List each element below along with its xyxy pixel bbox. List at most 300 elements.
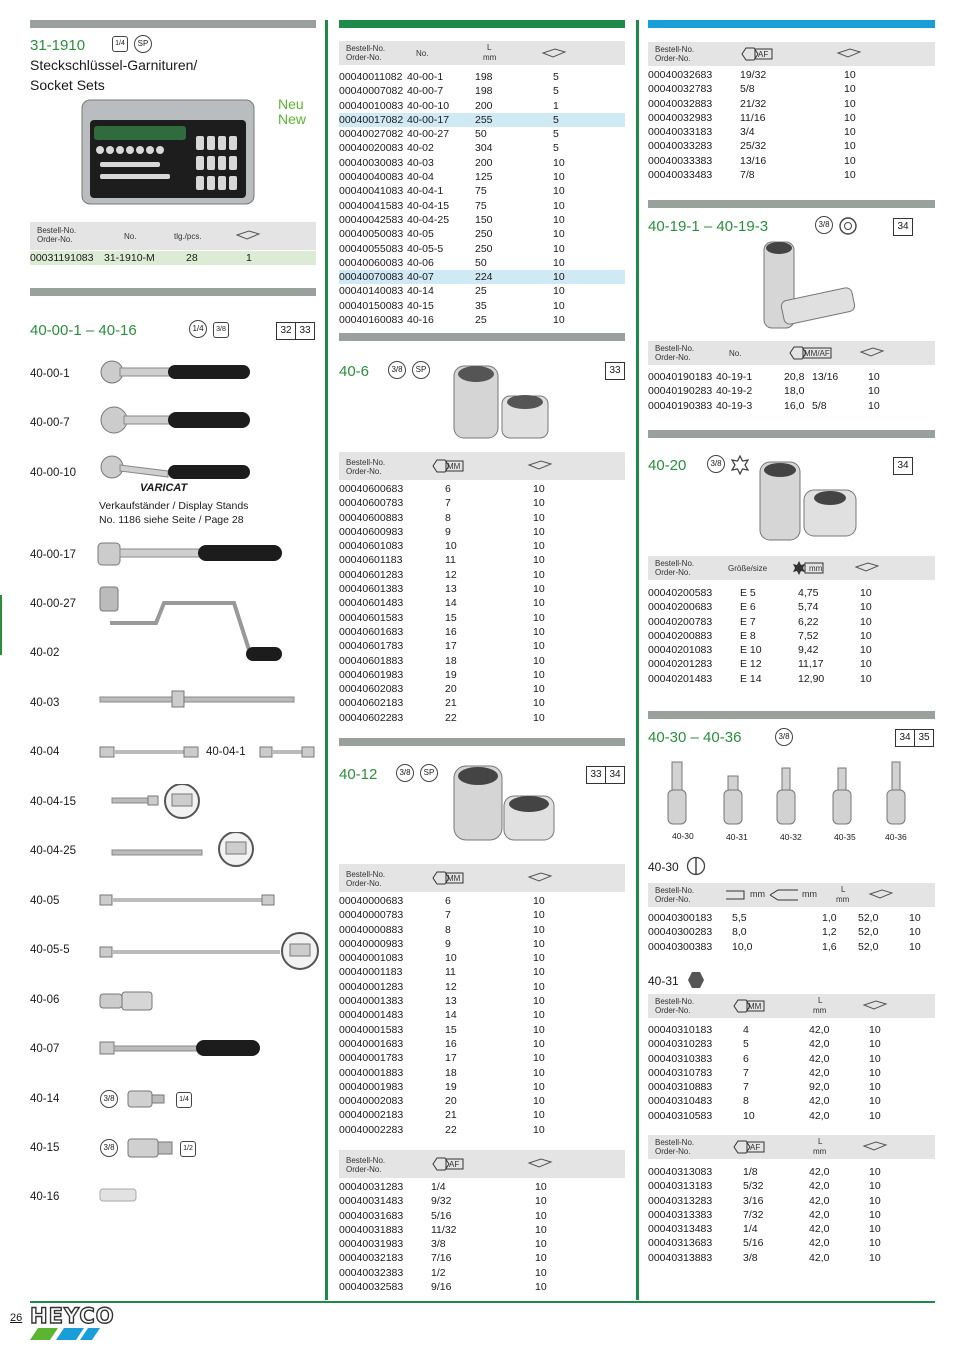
order-en: Order-No. bbox=[346, 53, 382, 62]
table-row bbox=[648, 111, 935, 125]
table-cell: 00040033383 bbox=[648, 154, 713, 167]
table-cell: 00040313883 bbox=[648, 1251, 713, 1264]
table-cell: 18 bbox=[445, 654, 457, 667]
table-cell: 00040031283 bbox=[339, 1181, 404, 1193]
table-cell: 25 bbox=[475, 314, 487, 327]
table-cell: 10 bbox=[860, 601, 872, 614]
tool-label-40-00-17: 40-00-17 bbox=[30, 549, 77, 561]
table-cell: 00040600783 bbox=[339, 497, 404, 510]
table-cell: 00040027082 bbox=[339, 128, 404, 141]
adapter-40-15-image bbox=[126, 1136, 176, 1160]
bit-label-40-36: 40-36 bbox=[885, 832, 907, 842]
table-cell: 10 bbox=[553, 256, 565, 269]
table-cell: 18 bbox=[445, 1066, 457, 1079]
table-cell: 00040300383 bbox=[648, 940, 713, 953]
table-row bbox=[339, 951, 625, 965]
table-row bbox=[339, 923, 625, 937]
table-cell: 3/16 bbox=[743, 1194, 764, 1207]
table-cell: 10 bbox=[553, 285, 565, 298]
table-40-20 bbox=[648, 586, 935, 686]
table-cell: 00040001183 bbox=[339, 966, 403, 979]
table-row bbox=[648, 125, 935, 139]
column-divider-left bbox=[325, 20, 328, 1300]
tool-label-40-05-5: 40-05-5 bbox=[30, 944, 70, 956]
table-cell: 75 bbox=[475, 199, 487, 212]
table-row bbox=[339, 894, 625, 908]
spinner-40-07-image bbox=[98, 1036, 264, 1060]
badge-40-12: 3/8 bbox=[396, 764, 414, 782]
l-header: L bbox=[487, 43, 492, 52]
table-cell: 10 bbox=[533, 937, 545, 950]
table-row bbox=[648, 399, 935, 413]
table-cell: 10 bbox=[535, 1223, 547, 1236]
table-header-40-12-af bbox=[339, 1150, 625, 1178]
page-ref-32[interactable]: 32 bbox=[276, 322, 296, 340]
table-cell: 00040042583 bbox=[339, 213, 404, 226]
table-cell: 00040160083 bbox=[339, 314, 404, 327]
table-row bbox=[339, 639, 625, 653]
table-cell: 21 bbox=[445, 1109, 457, 1122]
table-cell: 10 bbox=[533, 1080, 545, 1093]
table-cell: 5,5 bbox=[732, 912, 747, 924]
af-header: AF bbox=[750, 1143, 761, 1152]
section-bar-406 bbox=[339, 333, 625, 341]
table-cell: 10 bbox=[844, 140, 856, 153]
table-cell: 42,0 bbox=[809, 1223, 830, 1236]
table-cell: 10 bbox=[553, 171, 565, 184]
table-cell: 224 bbox=[475, 270, 553, 284]
table-cell: 10 bbox=[533, 640, 545, 653]
table-cell: 10 bbox=[553, 156, 565, 169]
table-cell: 13/16 bbox=[812, 371, 839, 383]
table-cell: 00040600983 bbox=[339, 525, 404, 538]
table-cell: 5/8 bbox=[740, 83, 755, 96]
table-row bbox=[339, 1066, 625, 1080]
table-cell: 150 bbox=[475, 213, 493, 226]
table-cell: E 5 bbox=[740, 587, 756, 599]
table-row bbox=[648, 940, 935, 954]
tool-label-40-05: 40-05 bbox=[30, 895, 60, 907]
section-bar-4019 bbox=[648, 200, 935, 208]
page-ref-40-20[interactable]: 34 bbox=[893, 457, 913, 475]
table-cell: 10 bbox=[445, 540, 457, 553]
qty-box-icon bbox=[235, 229, 261, 241]
table-cell: 3/8 bbox=[743, 1251, 758, 1264]
torx-icon bbox=[730, 455, 750, 475]
table-cell: 10 bbox=[869, 1038, 881, 1051]
section-bar-4030 bbox=[648, 711, 935, 719]
display-stand-line1: Verkaufständer / Display Stands bbox=[99, 500, 249, 512]
table-cell: 10 bbox=[533, 711, 545, 724]
table-row bbox=[339, 256, 625, 270]
no-header: No. bbox=[124, 232, 137, 241]
table-cell: 00040001683 bbox=[339, 1037, 404, 1050]
table-row bbox=[339, 511, 625, 525]
table-cell: 40-02 bbox=[407, 142, 434, 155]
table-cell: 6 bbox=[445, 483, 451, 495]
table-cell: 00040150083 bbox=[339, 299, 404, 312]
table-row bbox=[339, 1008, 625, 1022]
extension-40-04-25-image bbox=[98, 832, 260, 868]
sub-title-40-31: 40-31 bbox=[648, 974, 679, 988]
table-cell: 00040600683 bbox=[339, 483, 404, 495]
table-cell: 00040050083 bbox=[339, 228, 404, 241]
table-cell: 00040300183 bbox=[648, 912, 713, 924]
table-cell: 13 bbox=[445, 583, 457, 596]
table-cell: 8 bbox=[743, 1095, 749, 1108]
table-cell: 16,0 bbox=[784, 399, 805, 412]
qty-box-icon bbox=[862, 1140, 888, 1152]
table-cell: 198 bbox=[475, 71, 493, 83]
table-row bbox=[648, 1109, 935, 1123]
table-cell: 10 bbox=[535, 1281, 547, 1294]
pcs-header: tlg./pcs. bbox=[174, 232, 202, 241]
bit-label-40-30: 40-30 bbox=[672, 831, 694, 841]
table-cell: 19 bbox=[445, 668, 457, 681]
order-en: Order-No. bbox=[655, 1006, 691, 1015]
sp-badge: SP bbox=[134, 35, 152, 53]
table-cell: 6,22 bbox=[798, 615, 819, 628]
table-cell: 9 bbox=[445, 525, 451, 538]
bit-sockets-image bbox=[664, 758, 924, 830]
table-cell: 5 bbox=[743, 1038, 749, 1051]
table-cell: 00040313383 bbox=[648, 1208, 713, 1221]
order-de: Bestell-No. bbox=[346, 1156, 386, 1165]
table-cell: 00040313283 bbox=[648, 1194, 713, 1207]
table-cell: 00040313683 bbox=[648, 1237, 713, 1250]
table-cell: 10 bbox=[533, 511, 545, 524]
table-cell: 40-04-15 bbox=[407, 199, 450, 212]
table-cell: 11,17 bbox=[798, 658, 824, 671]
mm-header: mm bbox=[813, 1147, 827, 1156]
table-row bbox=[648, 1080, 935, 1094]
table-cell: 18,0 bbox=[784, 385, 805, 398]
table-row bbox=[648, 911, 935, 925]
footer-line bbox=[30, 1301, 935, 1303]
table-row bbox=[339, 525, 625, 539]
order-en: Order-No. bbox=[655, 353, 691, 362]
table-cell: 8 bbox=[445, 511, 451, 524]
order-de: Bestell-No. bbox=[346, 458, 386, 467]
table-cell: 10 bbox=[533, 525, 545, 538]
table-cell: 10 bbox=[533, 611, 545, 624]
tool-label-40-04-1: 40-04-1 bbox=[206, 746, 246, 758]
table-cell: E 6 bbox=[740, 601, 756, 614]
table-cell: 6 bbox=[445, 895, 451, 907]
table-cell: 40-00-1 bbox=[407, 71, 444, 83]
table-row bbox=[339, 199, 625, 213]
slotted-icon bbox=[686, 856, 706, 876]
table-cell: 10 bbox=[868, 399, 880, 412]
table-cell: 00040201283 bbox=[648, 658, 713, 671]
table-cell: 19 bbox=[445, 1080, 457, 1093]
no-header: No. bbox=[416, 49, 429, 58]
mm2-header: mm bbox=[802, 889, 817, 899]
table-row bbox=[339, 1180, 625, 1194]
table-row bbox=[339, 654, 625, 668]
table-cell: 5 bbox=[553, 142, 559, 155]
mm2-header: mm bbox=[813, 1006, 827, 1015]
table-cell: 10 bbox=[909, 926, 921, 939]
table-row bbox=[339, 1051, 625, 1065]
table-cell: 5/8 bbox=[812, 399, 827, 412]
table-cell: 1,0 bbox=[822, 912, 837, 924]
table-row bbox=[648, 1052, 935, 1066]
table-row bbox=[339, 568, 625, 582]
table-cell: 75 bbox=[475, 185, 487, 198]
table-row bbox=[339, 213, 625, 227]
table-row bbox=[339, 1108, 625, 1122]
tool-label-40-04: 40-04 bbox=[30, 746, 60, 758]
table-row bbox=[648, 1222, 935, 1236]
table-cell: 00040601383 bbox=[339, 583, 404, 596]
table-row bbox=[339, 496, 625, 510]
torx-socket-40-20-image bbox=[756, 458, 864, 544]
table-cell: 40-00-17 bbox=[407, 113, 475, 127]
tool-label-40-00-7: 40-00-7 bbox=[30, 417, 70, 429]
col3-top-header bbox=[648, 42, 935, 66]
table-cell: 1,2 bbox=[822, 926, 837, 939]
adapter-40-14-badge-a: 3/8 bbox=[100, 1090, 118, 1108]
table-cell: 00040031483 bbox=[339, 1195, 404, 1208]
order-en: Order-No. bbox=[655, 54, 691, 63]
table-cell: 16 bbox=[445, 625, 457, 638]
brand-stripes bbox=[30, 1328, 100, 1340]
table-cell: 10 bbox=[553, 213, 565, 226]
page-ref-33[interactable]: 33 bbox=[295, 322, 315, 340]
table-cell: 00040310783 bbox=[648, 1066, 713, 1079]
mm-header: MM bbox=[447, 874, 461, 883]
tool-label-40-06: 40-06 bbox=[30, 994, 60, 1006]
qty-box-icon bbox=[527, 1157, 553, 1169]
table-row bbox=[339, 668, 625, 682]
table-row bbox=[339, 965, 625, 979]
table-cell: 10 bbox=[869, 1052, 881, 1065]
table-row bbox=[648, 1066, 935, 1080]
table-cell: 21 bbox=[445, 697, 457, 710]
section-bar-col3 bbox=[648, 20, 935, 28]
section-title-40-19: 40-19-1 – 40-19-3 bbox=[648, 218, 769, 235]
table-cell: 14 bbox=[445, 597, 457, 610]
table-header-40-30 bbox=[648, 883, 935, 907]
table-cell: 10 bbox=[869, 1194, 881, 1207]
table-cell: 10 bbox=[844, 169, 856, 182]
table-cell: 5 bbox=[553, 128, 559, 141]
table-cell: 00040001583 bbox=[339, 1023, 404, 1036]
neu-label: Neu bbox=[278, 96, 304, 112]
hex-af-icon bbox=[429, 1156, 465, 1172]
table-cell: 5 bbox=[553, 113, 625, 127]
ratchet-40-00-7-image bbox=[98, 405, 254, 435]
table-cell: 00040602183 bbox=[339, 697, 404, 710]
table-cell: 52,0 bbox=[858, 940, 879, 953]
extension-40-05-image bbox=[98, 892, 278, 908]
table-row bbox=[339, 99, 625, 113]
table-cell: 13/16 bbox=[740, 154, 767, 167]
table-cell: 200 bbox=[475, 99, 493, 112]
table-cell: 00040000683 bbox=[339, 895, 404, 907]
mm-header: mm bbox=[809, 564, 823, 573]
table-40-30 bbox=[648, 911, 935, 954]
table-cell: 7 bbox=[743, 1066, 749, 1079]
table-row bbox=[648, 168, 935, 182]
size-header: Größe/size bbox=[728, 564, 768, 573]
table-cell: 10 bbox=[860, 615, 872, 628]
table-cell: 5/16 bbox=[743, 1237, 764, 1250]
section-bar-4012 bbox=[339, 738, 625, 746]
table-cell: 7/8 bbox=[740, 169, 755, 182]
table-cell: 00040033483 bbox=[648, 169, 713, 182]
table-cell: 22 bbox=[445, 1123, 457, 1136]
table-row bbox=[648, 1194, 935, 1208]
order-en: Order-No. bbox=[655, 1147, 691, 1156]
mm-header: MM bbox=[447, 462, 461, 471]
tool-label-40-02: 40-02 bbox=[30, 647, 60, 659]
table-cell: 10 bbox=[533, 483, 545, 495]
table-cell: 50 bbox=[475, 256, 487, 269]
table-row bbox=[339, 1094, 625, 1108]
page-ref-40-6[interactable]: 33 bbox=[605, 362, 625, 380]
table-header-40-31-af bbox=[648, 1135, 935, 1159]
table-cell: 10 bbox=[533, 568, 545, 581]
table-cell: 00040601483 bbox=[339, 597, 404, 610]
table-header-40-6 bbox=[339, 452, 625, 480]
table-row bbox=[339, 227, 625, 241]
table-cell: 10 bbox=[535, 1252, 547, 1265]
table-cell: 5,74 bbox=[798, 601, 819, 614]
table-cell: 92,0 bbox=[809, 1081, 830, 1094]
table-cell: 10 bbox=[533, 895, 545, 907]
table-cell: 00040200783 bbox=[648, 615, 713, 628]
table-cell: 50 bbox=[475, 128, 487, 141]
table-cell: 4 bbox=[743, 1024, 749, 1036]
table-cell: 00040032383 bbox=[339, 1266, 404, 1279]
page-ref-40-12-a[interactable]: 33 bbox=[586, 766, 606, 784]
section-title-40-6: 40-6 bbox=[339, 363, 370, 380]
table-cell: 00040310283 bbox=[648, 1038, 713, 1051]
table-cell: 00040001483 bbox=[339, 1009, 404, 1022]
table-cell: 42,0 bbox=[809, 1194, 830, 1207]
table-cell: 42,0 bbox=[809, 1180, 830, 1193]
mm1-header: mm bbox=[750, 889, 765, 899]
col3-top-table bbox=[648, 68, 935, 182]
table-cell: 10 bbox=[868, 371, 880, 383]
set-order: 00031191083 bbox=[30, 252, 94, 264]
table-cell: 10 bbox=[869, 1180, 881, 1193]
table-cell: 00040601783 bbox=[339, 640, 404, 653]
table-cell: 9/16 bbox=[431, 1281, 452, 1294]
table-row bbox=[648, 1179, 935, 1193]
table-cell: 42,0 bbox=[809, 1166, 830, 1178]
table-cell: 12 bbox=[445, 568, 457, 581]
qty-box-icon bbox=[854, 561, 880, 573]
order-en: Order-No. bbox=[346, 1165, 382, 1174]
table-cell: 10 bbox=[553, 242, 565, 255]
table-cell: 00040310483 bbox=[648, 1095, 713, 1108]
bit-label-40-32: 40-32 bbox=[780, 832, 802, 842]
table-cell: 5 bbox=[553, 71, 559, 83]
table-cell: 00040010083 bbox=[339, 99, 404, 112]
table-cell: 11/32 bbox=[431, 1223, 457, 1236]
col2-main-table bbox=[339, 70, 625, 327]
page-ref-40-12-b[interactable]: 34 bbox=[605, 766, 625, 784]
table-cell: 00040032683 bbox=[648, 69, 713, 81]
table-cell: 10 bbox=[869, 1024, 881, 1036]
table-row bbox=[339, 908, 625, 922]
table-cell: 00040190383 bbox=[648, 399, 713, 412]
socket-40-12-image bbox=[450, 762, 560, 846]
table-cell: 15 bbox=[445, 1023, 457, 1036]
section-bar-set bbox=[30, 20, 316, 28]
tool-label-40-00-10: 40-00-10 bbox=[30, 467, 77, 479]
table-cell: 00040000783 bbox=[339, 909, 404, 922]
table-cell: 10 bbox=[533, 923, 545, 936]
table-cell: 00040032783 bbox=[648, 83, 713, 96]
table-row bbox=[339, 596, 625, 610]
socket-set-image bbox=[80, 96, 258, 208]
order-en: Order-No. bbox=[655, 895, 691, 904]
table-cell: 40-05-5 bbox=[407, 242, 444, 255]
deep-socket-40-19-image bbox=[760, 238, 860, 334]
table-cell: 304 bbox=[475, 142, 493, 155]
table-cell: E 14 bbox=[740, 672, 762, 685]
table-cell: 35 bbox=[475, 299, 487, 312]
column-divider-right bbox=[636, 20, 639, 1300]
qty-box-icon bbox=[836, 47, 862, 59]
table-cell: 40-05 bbox=[407, 228, 434, 241]
table-cell: 10 bbox=[869, 1066, 881, 1079]
table-header-40-20 bbox=[648, 556, 935, 580]
page-ref-40-19[interactable]: 34 bbox=[893, 218, 913, 236]
blade-width-icon bbox=[724, 887, 750, 903]
bit-label-40-35: 40-35 bbox=[834, 832, 856, 842]
table-row bbox=[339, 711, 625, 725]
order-de: Bestell-No. bbox=[655, 1138, 695, 1147]
table-40-31 bbox=[648, 1023, 935, 1123]
table-row bbox=[339, 284, 625, 298]
table-cell: 00040140083 bbox=[339, 285, 404, 298]
brand-logo: HEYCO bbox=[30, 1304, 115, 1328]
table-row bbox=[339, 1223, 625, 1237]
table-cell: 10 bbox=[533, 583, 545, 596]
table-cell: 10 bbox=[869, 1081, 881, 1094]
table-40-12 bbox=[339, 894, 625, 1137]
socket-40-6-image bbox=[450, 360, 558, 442]
table-cell: 00040601283 bbox=[339, 568, 404, 581]
table-cell: 25/32 bbox=[740, 140, 767, 153]
extension-40-05-5-image bbox=[98, 932, 320, 970]
page-ref-40-30-b[interactable]: 35 bbox=[914, 729, 934, 747]
left-edge-marker bbox=[0, 595, 2, 655]
table-cell: 10 bbox=[445, 952, 457, 965]
table-cell: 10 bbox=[909, 912, 921, 924]
set-qty: 1 bbox=[246, 252, 252, 264]
section-bar-4020 bbox=[648, 430, 935, 438]
table-cell: 00040601883 bbox=[339, 654, 404, 667]
table-cell bbox=[812, 384, 868, 398]
table-cell: 10 bbox=[860, 629, 872, 642]
table-cell: 10 bbox=[869, 1251, 881, 1264]
table-row bbox=[339, 156, 625, 170]
tool-label-40-16: 40-16 bbox=[30, 1191, 60, 1203]
table-cell: 10 bbox=[743, 1109, 755, 1122]
page-ref-40-30-a[interactable]: 34 bbox=[895, 729, 915, 747]
af-header: AF bbox=[449, 1160, 460, 1169]
table-cell: 22 bbox=[445, 711, 457, 724]
table-cell: 40-06 bbox=[407, 256, 434, 269]
tool-label-40-04-25: 40-04-25 bbox=[30, 845, 77, 857]
table-cell: 00040000983 bbox=[339, 937, 404, 950]
